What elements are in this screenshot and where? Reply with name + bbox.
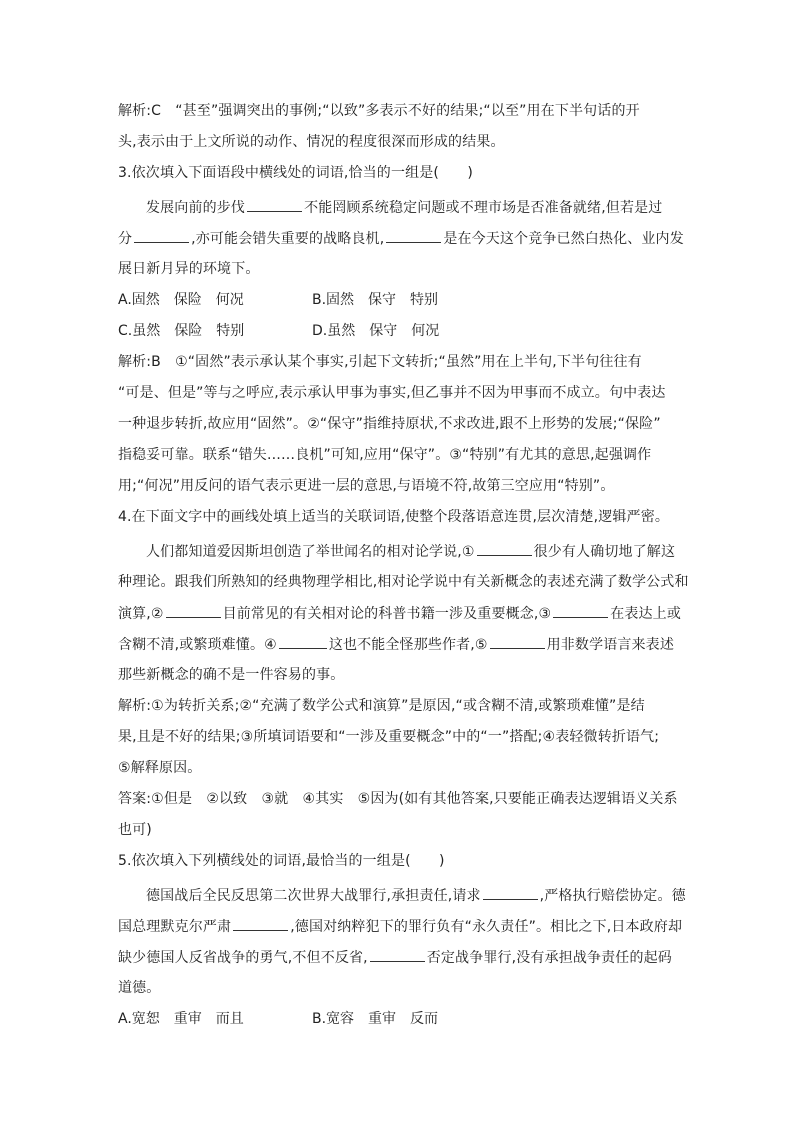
fill-blank: [166, 603, 221, 618]
text-segment: 分: [118, 231, 133, 247]
text-segment: 发展向前的步伐: [146, 200, 246, 216]
q5-passage-line-2: [118, 916, 682, 937]
q3-analysis-line-2: “可是、但是”等与之呼应,表示承认甲事为事实,但乙事并不因为甲事而不成立。句中表达: [118, 385, 666, 401]
fill-blank: [553, 603, 608, 618]
q3-analysis-line-3: 一种退步转折,故应用“固然”。②“保守”指维持原状,不求改进,跟不上形势的发展;“保险”: [118, 416, 661, 432]
q5-question: 5.依次填入下列横线处的词语,最恰当的一组是( ): [118, 853, 445, 869]
q4-passage-line-5: 那些新概念的确不是一件容易的事。: [118, 667, 345, 683]
text-segment: 演算,②: [118, 606, 164, 622]
text-segment: 缺少德国人反省战争的勇气,不但不反省,: [118, 950, 368, 966]
q5-option-b: B.宽容 重审 反而: [312, 1011, 439, 1027]
q3-analysis-line-4: 指稳妥可靠。联系“错失……良机”可知,应用“保守”。③“特别”有尤其的意思,起强调作: [118, 447, 652, 463]
text-segment: 是在今天这个竞争已然白热化、业内发: [443, 231, 684, 247]
q5-option-a: A.宽恕 重审 而且: [118, 1011, 244, 1027]
fill-blank: [483, 885, 538, 900]
q4-answer-line-1: 答案:①但是 ②以致 ③就 ④其实 ⑤因为(如有其他答案,只要能正确表达逻辑语义关系: [118, 791, 678, 807]
text-segment: 很少有人确切地了解这: [533, 544, 676, 560]
q4-passage-line-3: [118, 603, 681, 624]
text-segment: 这也不能全怪那些作者,⑤: [328, 637, 488, 653]
fill-blank: [279, 634, 327, 649]
q4-question: 4.在下面文字中的画线处填上适当的关联词语,使整个段落语意连贯,层次清楚,逻辑严密。: [118, 509, 670, 525]
fill-blank: [386, 228, 441, 243]
q4-answer-line-2: 也可): [118, 822, 152, 838]
text-segment: 否定战争罪行,没有承担战争责任的起码: [426, 950, 672, 966]
fill-blank: [233, 916, 288, 931]
q2-analysis-line-1: 解析:C “甚至”强调突出的事例;“以致”多表示不好的结果;“以至”用在下半句话的开: [118, 103, 640, 119]
text-segment: 人们都知道爱因斯坦创造了举世闻名的相对论学说,①: [146, 544, 475, 560]
q4-analysis-line-3: ⑤解释原因。: [118, 760, 202, 776]
text-segment: 不能罔顾系统稳定问题或不理市场是否准备就绪,但若是过: [304, 200, 663, 216]
text-segment: ,严格执行赔偿协定。德: [539, 888, 686, 904]
q4-passage-line-2: 种理论。跟我们所熟知的经典物理学相比,相对论学说中有关新概念的表述充满了数学公式和: [118, 574, 689, 590]
text-segment: ,德国对纳粹犯下的罪行负有“永久责任”。相比之下,日本政府却: [290, 919, 683, 935]
q3-passage-line-2: [118, 228, 684, 249]
fill-blank: [477, 541, 532, 556]
q3-option-c: C.虽然 保险 特别: [118, 323, 245, 339]
q5-passage-line-1: [146, 885, 686, 906]
text-segment: 国总理默克尔严肃: [118, 919, 232, 935]
q4-passage-line-4: [118, 634, 674, 655]
q3-passage-line-3: 展日新月异的环境下。: [118, 261, 260, 277]
q3-passage-line-1: [146, 197, 662, 218]
text-segment: 目前常见的有关相对论的科普书籍一涉及重要概念,③: [222, 606, 552, 622]
text-segment: 含糊不清,或繁琐难懂。④: [118, 637, 277, 653]
fill-blank: [247, 197, 302, 212]
q3-option-a: A.固然 保险 何况: [118, 292, 244, 308]
text-segment: 在表达上或: [610, 606, 681, 622]
q5-passage-line-4: 道德。: [118, 980, 161, 996]
q5-passage-line-3: [118, 947, 672, 968]
q3-analysis-line-5: 用;“何况”用反问的语气表示更进一层的意思,与语境不符,故第三空应用“特别”。: [118, 478, 615, 494]
text-segment: ,亦可能会错失重要的战略良机,: [191, 231, 385, 247]
q3-analysis-line-1: 解析:B ①“固然”表示承认某个事实,引起下文转折;“虽然”用在上半句,下半句往往有: [118, 354, 642, 370]
q3-option-d: D.虽然 保守 何况: [312, 323, 440, 339]
fill-blank: [370, 947, 425, 962]
fill-blank: [490, 634, 545, 649]
q3-option-b: B.固然 保守 特别: [312, 292, 439, 308]
q2-analysis-line-2: 头,表示由于上文所说的动作、情况的程度很深而形成的结果。: [118, 134, 505, 150]
q4-passage-line-1: [146, 541, 675, 562]
text-segment: 用非数学语言来表述: [546, 637, 674, 653]
q4-analysis-line-2: 果,且是不好的结果;③所填词语要和“一涉及重要概念”中的“一”搭配;④表轻微转折语气;: [118, 729, 660, 745]
fill-blank: [134, 228, 189, 243]
q4-analysis-line-1: 解析:①为转折关系;②“充满了数学公式和演算”是原因,“或含糊不清,或繁琐难懂”是结: [118, 698, 645, 714]
text-segment: 德国战后全民反思第二次世界大战罪行,承担责任,请求: [146, 888, 481, 904]
q3-question: 3.依次填入下面语段中横线处的词语,恰当的一组是( ): [118, 165, 473, 181]
